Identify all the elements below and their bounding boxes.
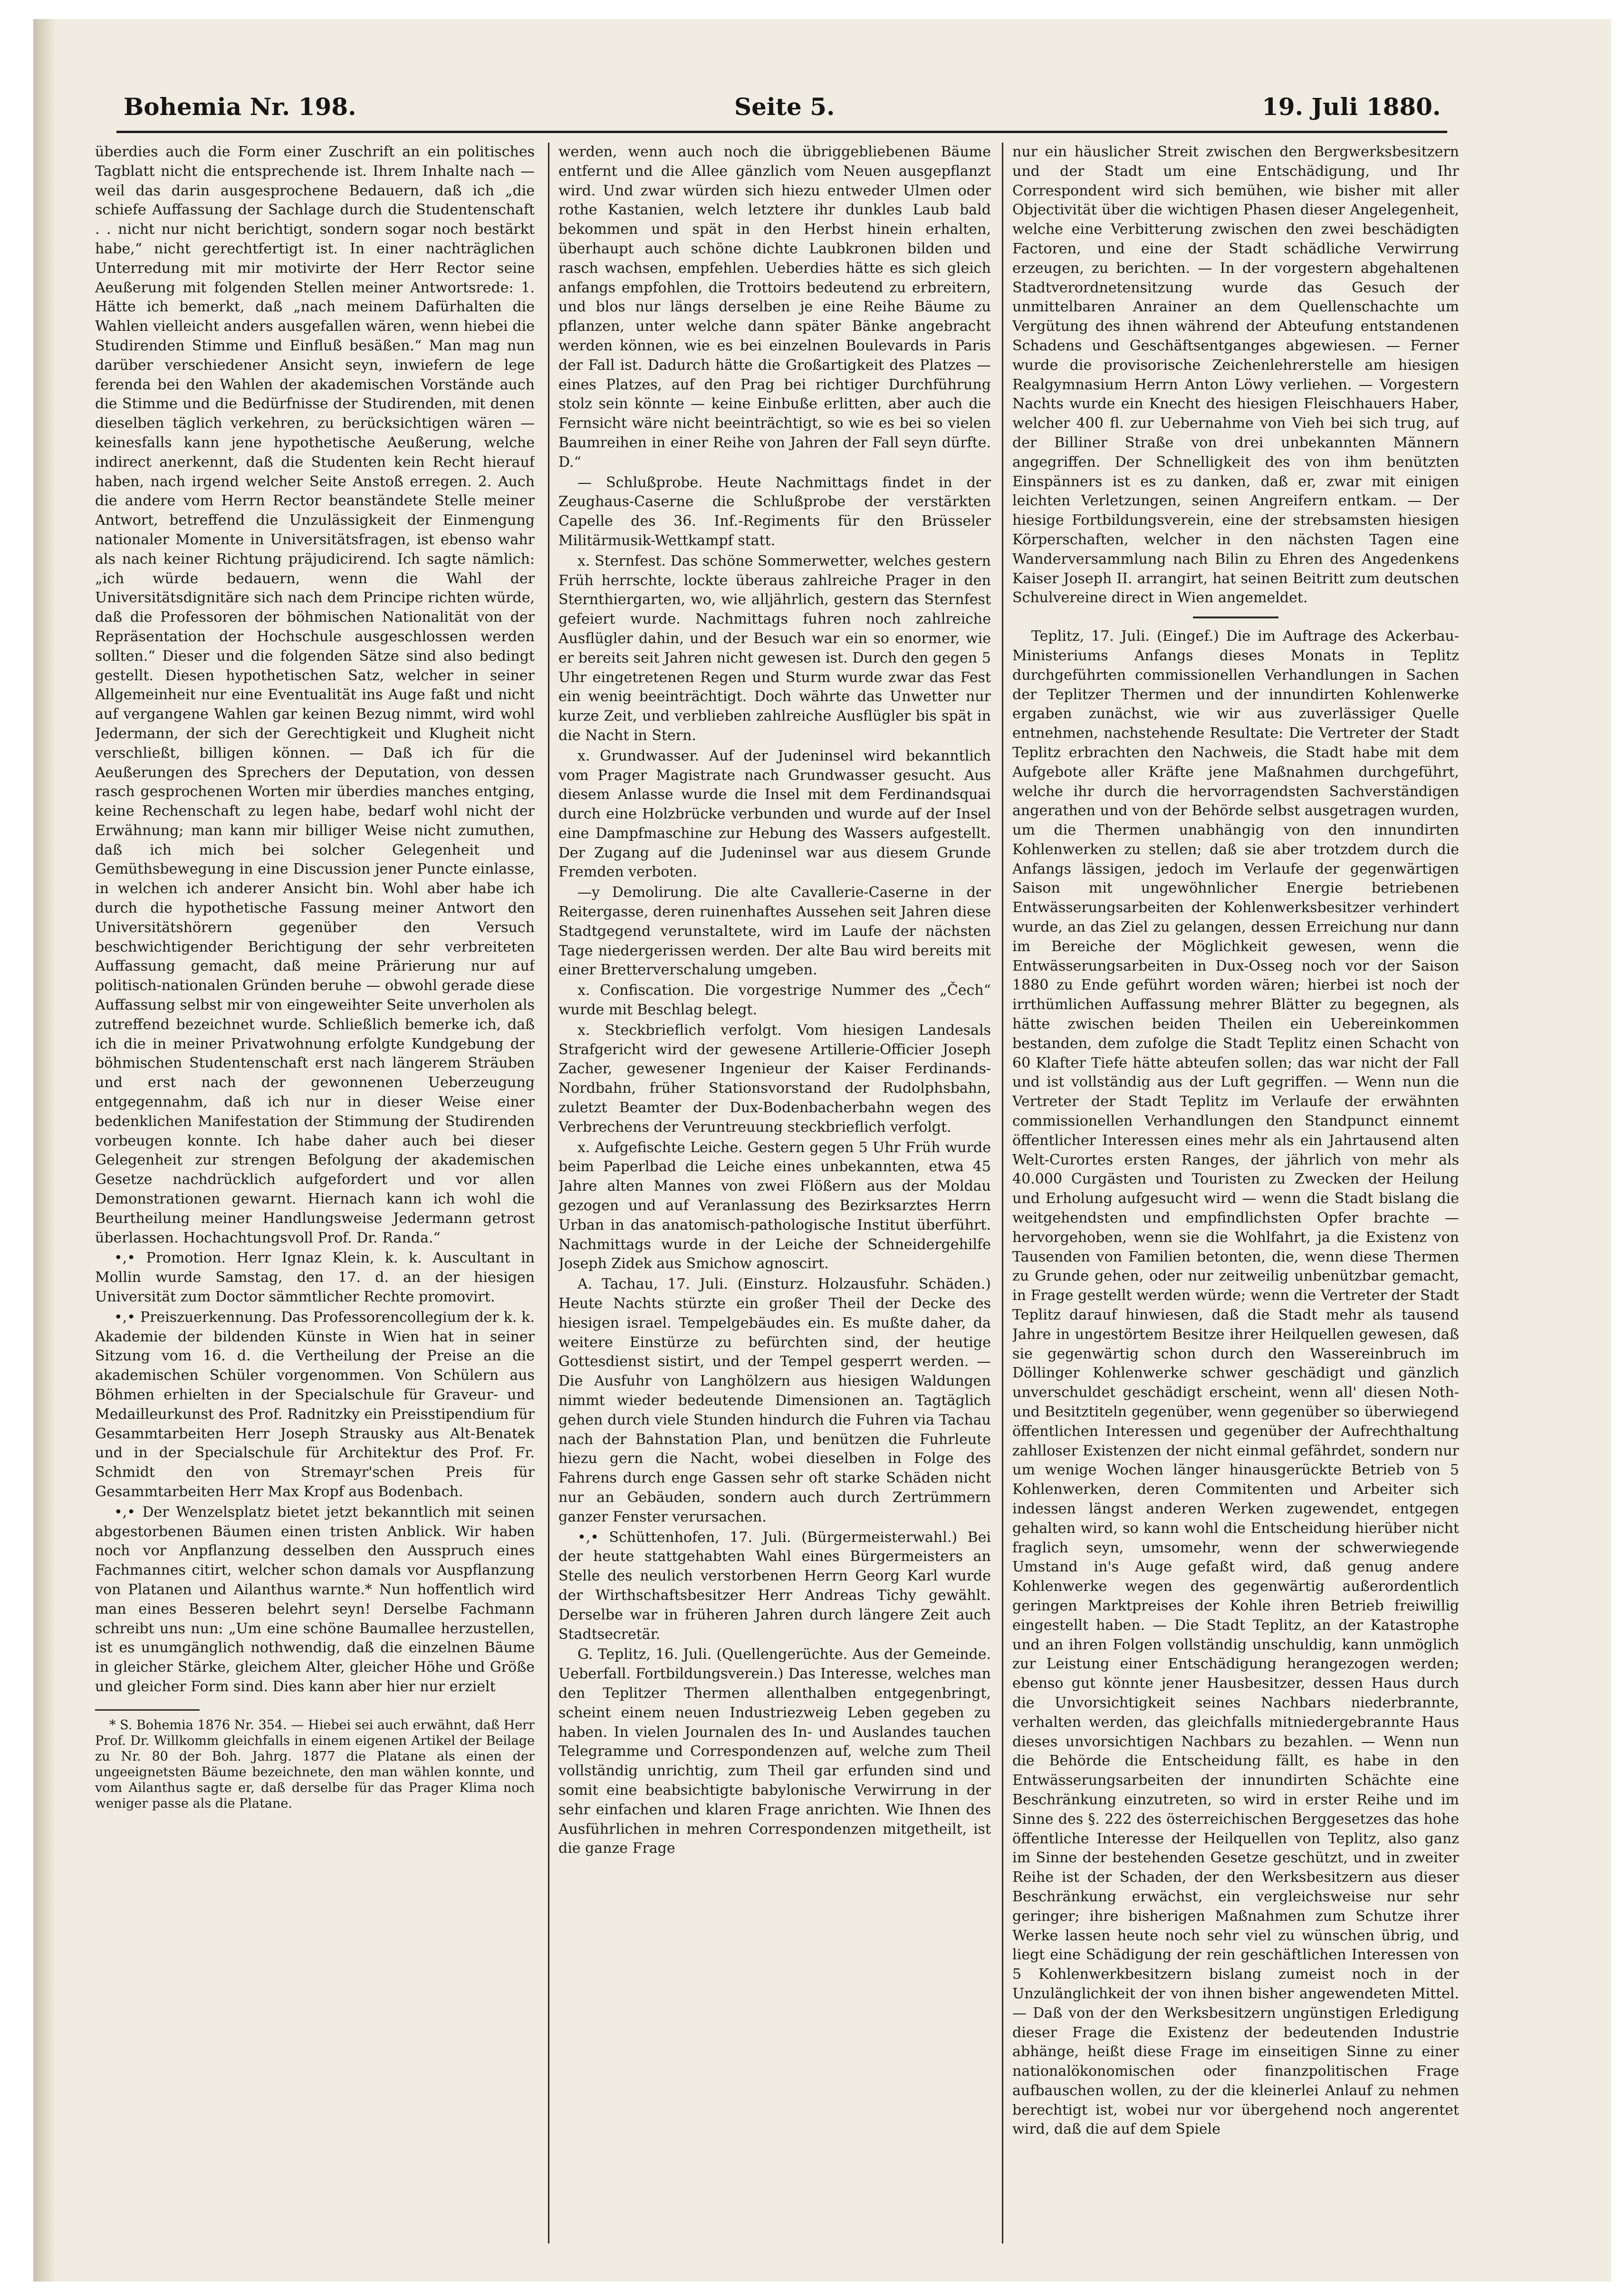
- column-2: [558, 143, 991, 2244]
- header-issue: Bohemia Nr. 198.: [124, 93, 356, 121]
- header-page-number: Seite 5.: [734, 93, 835, 121]
- article-promotion: •,• Promotion. Herr Ignaz Klein, k. k. Auscultant in Mollin wurde Samstag, den 17. d. an der hiesigen Universität zum Doctor sämmtlicher Rechte promovirt.: [95, 1250, 535, 1306]
- article-teplitz-16-continued: nur ein häuslicher Streit zwischen den Bergwerksbesitzern und der Stadt um eine Entschädigung, und Ihr Correspondent wird sich bemühen, wie bisher mit aller Objectivität über die wichtigen Phasen dieser Angelegenheit, welche eine Verbitterung zwischen den zwei beschädigten Factoren, und eine der Stadt schädliche Verwirrung erzeugen, zu berichten. — In der vorgestern abgehaltenen Stadtverordnetensitzung wurde das Gesuch der unmittelbaren Anrainer an dem Quellenschachte um Vergütung des ihnen während der Abteufung entstandenen Schadens und Geschäftsentganges abgewiesen. — Ferner wurde die provisorische Zeichenlehrerstelle am hiesigen Realgymnasium Herrn Anton Löwy verliehen. — Vorgestern Nachts wurde ein Knecht des hiesigen Fleischhauers Haber, welcher 400 fl. zur Uebernahme von Vieh bei sich trug, auf der Billiner Straße von drei unbekannten Männern angegriffen. Der Schnelligkeit des von ihm benützten Einspänners ist es zu danken, daß er, zwar mit einigen leichten Verletzungen, seinen Angreifern entkam. — Der hiesige Fortbildungsverein, eine der strebsamsten hiesigen Körperschaften, welcher in den nächsten Tagen eine Wanderversammlung nach Bilin zu Ehren des Angedenkens Kaiser Joseph II. arrangirt, hat seinen Beitritt zum deutschen Schulvereine direct in Wien angemeldet.: [1012, 144, 1459, 607]
- footnote: * S. Bohemia 1876 Nr. 354. — Hiebei sei auch erwähnt, daß Herr Prof. Dr. Willkomm gleichfalls in einem eigenen Artikel der Beilage zu Nr. 80 der Boh. Jahrg. 1877 die Platane als einen der ungeeignetsten Bäume bezeichnete, den man wählen konnte, und vom Ailanthus sagte er, daß derselbe für das Prager Klima noch weniger passe als die Platane.: [95, 1717, 535, 1811]
- article-schuettenhofen: •,• Schüttenhofen, 17. Juli. (Bürgermeisterwahl.) Bei der heute stattgehabten Wahl eines Bürgermeisters an Stelle des neulich verstorbenen Herrn Georg Karl wurde der Wirthschaftsbesitzer Herr Andreas Tichy gewählt. Derselbe war in früheren Jahren durch längere Zeit auch Stadtsecretär.: [558, 1529, 991, 1643]
- letter-text: überdies auch die Form einer Zuschrift an ein politisches Tagblatt nicht die entsprechende ist. Ihrem Inhalte nach — weil das darin ausgesprochene Bedauern, daß ich „die schiefe Auffassung der Sachlage durch die Studentenschaft . . nicht nur nicht berichtigt, sondern sogar noch bestärkt habe,“ nicht gerechtfertigt ist. In einer nachträglichen Unterredung mit mir motivirte der Herr Rector seine Aeußerung mit folgenden Stellen meiner Antwortsrede: 1. Hätte ich bemerkt, daß „nach meinem Dafürhalten die Wahlen vielleicht anders ausgefallen wären, wenn hiebei die Studirenden Stimme und Einfluß besäßen.“ Man mag nun darüber verschiedener Ansicht seyn, inwiefern de lege ferenda bei den Wahlen der akademischen Vorstände auch die Stimme und die Bedürfnisse der Studirenden, mit denen dieselben täglich verkehren, zu berücksichtigen wären — keinesfalls kann jene hypothetische Aeußerung, welche indirect anerkennt, daß die Studenten kein Recht hierauf haben, nach irgend welcher Seite Anstoß erregen. 2. Auch die andere vom Herrn Rector beanständete Stelle meiner Antwort, betreffend die Unzulässigkeit der Einmengung nationaler Momente in Universitätsfragen, ist ebenso wahr als nach keiner Richtung präjudicirend. Ich sagte nämlich: „ich würde bedauern, wenn die Wahl der Universitätsdignitäre sich nach dem Principe richten würde, daß die Professoren der böhmischen Nationalität von der Repräsentation der Hochschule ausgeschlossen werden sollten.“ Dieser und die folgenden Sätze sind also bedingt gestellt. Diesen hypothetischen Satz, welcher in seiner Allgemeinheit nur eine Eventualität ins Auge faßt und nicht auf vergangene Wahlen gar keinen Bezug nimmt, wird wohl Jedermann, der sich der Gerechtigkeit und Klugheit nicht verschließt, billigen können. — Daß ich für die Aeußerungen des Sprechers der Deputation, von dessen rasch gesprochenen Worten mir überdies manches entging, keine Rechenschaft zu legen habe, bedarf wohl nicht der Erwähnung; man kann mir billiger Weise nicht zumuthen, daß ich mich bei solcher Gelegenheit und Gemüthsbewegung in eine Discussion jener Puncte einlasse, in welchen ich anderer Ansicht bin. Wohl aber habe ich durch die hypothetische Fassung meiner Antwort den Universitätshörern gegenüber den Versuch beschwichtigender Berichtigung der sehr verbreiteten Auffassung gemacht, daß meine Prärierung nur auf politisch-nationalen Gründen beruhe — obwohl gerade diese Auffassung selbst mir von eingeweihter Seite unverholen als zutreffend bezeichnet wurde. Schließlich bemerke ich, daß ich die in meiner Privatwohnung erfolgte Kundgebung der böhmischen Studentenschaft erst nach längerem Sträuben und erst nach der gewonnenen Ueberzeugung entgegennahm, daß ich nur in dieser Weise einer bedenklichen Manifestation der Stimmung der Studirenden vorbeugen konnte. Ich habe daher auch bei dieser Gelegenheit zur strengen Befolgung der akademischen Gesetze nachdrücklich aufgefordert und vor allen Demonstrationen gewarnt. Hiernach kann ich wohl die Beurtheilung meiner Handlungsweise Jedermann getrost überlassen. Hochachtungsvoll Prof. Dr. Randa.“: [95, 144, 535, 1246]
- article-teplitz-16: G. Teplitz, 16. Juli. (Quellengerüchte. Aus der Gemeinde. Ueberfall. Fortbildungsverein.) Das Interesse, welches man den Teplitzer Thermen allenthalben entgegenbringt, scheint einem neuen Industriezweig Leben gegeben zu haben. In vielen Journalen des In- und Auslandes tauchen Telegramme und Correspondenzen auf, welche zum Theil vollständig unrichtig, zum Theil gar erfunden sind und somit eine beabsichtigte babylonische Verwirrung in der sehr einfachen und klaren Frage anrichten. Wie Ihnen des Ausführlichen in mehren Correspondenzen mitgetheilt, ist die ganze Frage: [558, 1646, 991, 1857]
- header-rule: [116, 131, 1447, 133]
- article-leiche: x. Aufgefischte Leiche. Gestern gegen 5 Uhr Früh wurde beim Paperlbad die Leiche eines unbekannten, etwa 45 Jahre alten Mannes von zwei Flößern aus der Moldau gezogen und auf Veranlassung des Bezirksarztes Herrn Urban in das anatomisch-pathologische Institut überführt. Nachmittags wurde in der Leiche der Schneidergehilfe Joseph Zidek aus Smichow agnoscirt.: [558, 1139, 991, 1272]
- article-demolirung: —y Demolirung. Die alte Cavallerie-Caserne in der Reitergasse, deren ruinenhaftes Aussehen seit Jahren diese Stadtgegend verunstaltete, wird im Laufe der nächsten Tage niedergerissen werden. Der alte Bau wird bereits mit einer Bretterverschalung umgeben.: [558, 884, 991, 979]
- article-tachau: A. Tachau, 17. Juli. (Einsturz. Holzausfuhr. Schäden.) Heute Nachts stürzte ein großer Theil der Decke des hiesigen israel. Tempelgebäudes ein. Es mußte daher, da weitere Einstürze zu befürchten sind, der heutige Gottesdienst sistirt, und der Tempel gesperrt werden. — Die Ausfuhr von Langhölzern aus hiesigen Waldungen nimmt wieder bedeutende Dimensionen an. Tagtäglich gehen durch viele Stunden hindurch die Fuhren via Tachau nach der Bahnstation Plan, und benützen die Fuhrleute hiezu gern die Nacht, wobei dieselben in Folge des Fahrens durch enge Gassen sehr oft starke Schäden nicht nur an Gebäuden, sondern auch durch Zertrümmern ganzer Fenster verursachen.: [558, 1276, 991, 1525]
- article-wenzelsplatz-continued: werden, wenn auch noch die übriggebliebenen Bäume entfernt und die Allee gänzlich vom Neuen ausgepflanzt wird. Und zwar würden sich hiezu entweder Ulmen oder rothe Kastanien, welch letztere ihr dunkles Laub bald bekommen und spät in den Herbst hinein erhalten, überhaupt auch schöne dichte Laubkronen bilden und rasch wachsen, empfehlen. Ueberdies hätte es sich gleich anfangs empfohlen, die Trottoirs bedeutend zu erbreitern, und blos nur längs derselben je eine Reihe Bäume zu pflanzen, unter welche dann später Bänke angebracht werden können, wie es bei einzelnen Boulevards in Paris der Fall ist. Dadurch hätte die Großartigkeit des Platzes — eines Platzes, auf den Prag bei richtiger Durchführung stolz sein könnte — keine Einbuße erlitten, aber auch die Fernsicht wäre nicht beeinträchtigt, so wie es bei so vielen Baumreihen in einer Reihe von Jahren der Fall seyn dürfte. D.“: [558, 144, 991, 471]
- footnote-rule: [95, 1709, 200, 1711]
- column-1: [95, 143, 535, 2244]
- article-steckbrief: x. Steckbrieflich verfolgt. Vom hiesigen Landesals Strafgericht wird der gewesene Artillerie-Officier Joseph Zacher, gewesener Ingenieur der Kaiser Ferdinands-Nordbahn, früher Stationsvorstand der Rudolphsbahn, zuletzt Beamter der Dux-Bodenbacherbahn wegen des Verbrechens der Veruntreuung steckbrieflich verfolgt.: [558, 1021, 991, 1136]
- section-separator: [1193, 616, 1278, 618]
- article-wenzelsplatz: •,• Der Wenzelsplatz bietet jetzt bekanntlich mit seinen abgestorbenen Bäumen einen tristen Anblick. Wir haben noch vor Anpflanzung desselben den Ausspruch eines Fachmannes citirt, welcher schon damals vor Auspflanzung von Platanen und Ailanthus warnte.* Nun hoffentlich wird man eines Besseren belehrt seyn! Derselbe Fachmann schreibt uns nun: „Um eine schöne Baumallee herzustellen, ist es unumgänglich nothwendig, daß die einzelnen Bäume in gleicher Stärke, gleichem Alter, gleicher Höhe und Größe und gleicher Form sind. Dies kann aber hier nur erzielt: [95, 1503, 535, 1695]
- column-divider-2: [1002, 143, 1003, 2244]
- page-spine-shadow: [33, 19, 55, 2282]
- article-grundwasser: x. Grundwasser. Auf der Judeninsel wird bekanntlich vom Prager Magistrate nach Grundwasser gesucht. Aus diesem Anlasse wurde die Insel mit dem Ferdinandsquai durch eine Holzbrücke verbunden und wurde auf der Insel eine Dampfmaschine zur Hebung des Wassers aufgestellt. Der Zugang auf die Judeninsel war aus diesem Grunde Fremden verboten.: [558, 747, 991, 881]
- article-teplitz-17: Teplitz, 17. Juli. (Eingef.) Die im Auftrage des Ackerbau-Ministeriums Anfangs dieses Monats in Teplitz durchgeführten commissionellen Verhandlungen in Sachen der Teplitzer Thermen und der innundirten Kohlenwerke ergaben zunächst, wie wir aus zuverlässiger Quelle entnehmen, nachstehende Resultate: Die Vertreter der Stadt Teplitz erbrachten den Nachweis, die Stadt habe mit dem Aufgebote aller Kräfte jene Maßnahmen durchgeführt, welche ihr durch die hervorragendsten Sachverständigen angerathen und von der Behörde selbst ausgetragen wurden, um die Thermen unabhängig von den innundirten Kohlenwerken zu stellen; daß sie aber trotzdem durch die Anfangs lässigen, jedoch im Verlaufe der gegenwärtigen Saison mit ungewöhnlicher Energie betriebenen Entwässerungsarbeiten der Kohlenwerksbesitzer verhindert wurde, an das Ziel zu gelangen, dessen Erreichung nur dann im Bereiche der Möglichkeit gewesen, wenn die Entwässerungsarbeiten in Dux-Osseg noch vor der Saison 1880 zu Ende geführt worden wären; hierbei ist noch der irrthümlichen Auffassung mehrer Blätter zu begegnen, als hätte zwischen beiden Theilen ein Uebereinkommen bestanden, dem zufolge die Stadt Teplitz einen Schacht von 60 Klafter Tiefe hätte abteufen sollen; das war nicht der Fall und ist vollständig aus der Luft gegriffen. — Wenn nun die Vertreter der Stadt Teplitz im Verlaufe der erwähnten commissionellen Verhandlungen den Standpunct einnemt öffentlicher Interessen eines mehr als ein Jahrtausend alten Welt-Curortes ersten Ranges, der jährlich von mehr als 40.000 Curgästen und Touristen zu Zwecken der Heilung und Erholung aufgesucht wird — wenn die Stadt bislang die weitgehendsten und empfindlichsten Opfer brachte — hervorgehoben, wenn sie die Wohlfahrt, ja die Existenz von Tausenden von Familien betonten, die, wenn diese Thermen zu Grunde gehen, oder nur zeitweilig unbenützbar gemacht, in Frage gestellt werden würde; wenn die Vertreter der Stadt Teplitz darauf hinwiesen, daß die Stadt mehr als tausend Jahre in ungestörtem Besitze ihrer Heilquellen gewesen, daß sie gegenwärtig schon durch den Wassereinbruch im Döllinger Kohlenwerke schwer geschädigt und gänzlich unverschuldet geschädigt erscheint, wenn all' diesen Noth- und Besitztiteln gegenüber, wenn gegenüber so überwiegend öffentlichen Interessen und gegenüber der Aufrechthaltung zahlloser Existenzen der nicht einmal gefährdet, sondern nur um wenige Wochen länger hinausgerückte Betrieb von 5 Kohlenwerken, deren Commitenten und Arbeiter sich indessen längst anderen Werken zugewendet, entgegen gehalten wird, so kann wohl die Entscheidung hierüber nicht fraglich seyn, umsomehr, wenn der schwerwiegende Umstand in's Auge gefaßt wird, daß genug andere Kohlenwerke wegen des gegenwärtig außerordentlich geringen Marktpreises der Kohle ihren Betrieb freiwillig eingestellt haben. — Die Stadt Teplitz, an der Katastrophe und an ihren Folgen vollständig unschuldig, kann unmöglich zur Leistung einer Entschädigung herangezogen werden; ebenso gut könnte jener Hausbesitzer, dessen Haus durch die Unvorsichtigkeit seines Nachbars niederbrannte, verhalten werden, das gleichfalls mitniedergebrannte Haus dieses unvorsichtigen Nachbars zu bezahlen. — Wenn nun die Behörde die Entscheidung fällt, es habe in den Entwässerungsarbeiten der innundirten Schächte eine Beschränkung einzutreten, so wird in erster Reihe und im Sinne des §. 222 des österreichischen Berggesetzes das hohe öffentliche Interesse der Heilquellen von Teplitz, also ganz im Sinne der bestehenden Gesetze geschützt, und in zweiter Reihe ist der Schaden, der den Werksbesitzern aus dieser Beschränkung erwächst, ein vergleichsweise nur sehr geringer; ihre bisherigen Maßnahmen zum Schutze ihrer Werke lassen heute noch sehr viel zu wünschen übrig, und liegt eine Schädigung der rein geschäftlichen Interessen von 5 Kohlenwerkbesitzern bislang zumeist noch in der Unzulänglichkeit der von ihnen bisher angewendeten Mittel. — Daß von der den Werksbesitzern ungünstigen Erledigung dieser Frage die Existenz der bedeutenden Industrie abhänge, heißt diese Frage im einseitigen Sinne zu einer nationalökonomischen oder finanzpolitischen Frage aufbauschen wollen, zu der die kleinerlei Anlauf zu nehmen berechtigt ist, wobei nur vor übergehend noch angerentet wird, daß die auf dem Spiele: [1012, 628, 1459, 2138]
- article-sternfest: x. Sternfest. Das schöne Sommerwetter, welches gestern Früh herrschte, lockte überaus zahlreiche Prager in den Sternthiergarten, wo, wie alljährlich, gestern das Sternfest gefeiert wurde. Nachmittags fuhren noch zahlreiche Ausflügler dahin, und der Besuch war ein so enormer, wie er bereits seit Jahren nicht gewesen ist. Durch den gegen 5 Uhr eingetretenen Regen und Sturm wurde zwar das Fest ein wenig beeinträchtigt. Doch währte das Unwetter nur kurze Zeit, und verblieben zahlreiche Ausflügler bis spät in die Nacht in Stern.: [558, 552, 991, 744]
- header-date: 19. Juli 1880.: [1262, 93, 1441, 121]
- article-schlussprobe: — Schlußprobe. Heute Nachmittags findet in der Zeughaus-Caserne die Schlußprobe der verstärkten Capelle des 36. Inf.-Regiments für den Brüsseler Militärmusik-Wettkampf statt.: [558, 474, 991, 549]
- column-3: [1012, 143, 1459, 2244]
- article-confiscation: x. Confiscation. Die vorgestrige Nummer des „Čech“ wurde mit Beschlag belegt.: [558, 982, 991, 1019]
- column-divider-1: [548, 143, 549, 2244]
- article-preiszuerkennung: •,• Preiszuerkennung. Das Professorencollegium der k. k. Akademie der bildenden Künste in Wien hat in seiner Sitzung vom 16. d. die Vertheilung der Preise an die akademischen Schüler vorgenommen. Von Schülern aus Böhmen erhielten in der Specialschule für Graveur- und Medailleurkunst des Prof. Radnitzky ein Preisstipendium für Gesammtarbeiten Herr Joseph Strausky aus Alt-Benatek und in der Specialschule für Architektur des Prof. Fr. Schmidt den von Stremayr'schen Preis für Gesammtarbeiten Herr Max Kropf aus Bodenbach.: [95, 1309, 535, 1500]
